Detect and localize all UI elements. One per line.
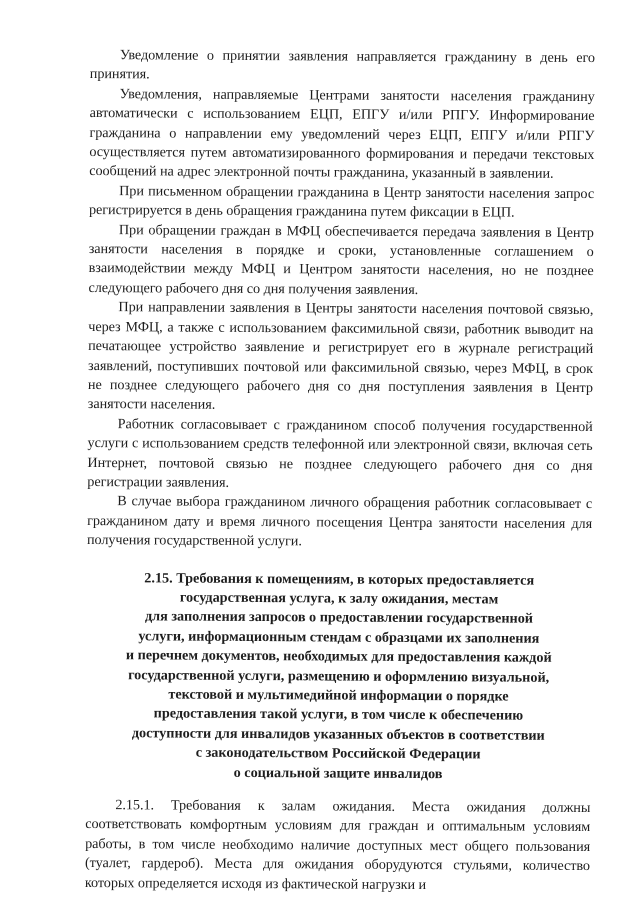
paragraph-waiting-rooms: 2.15.1. Требования к залам ожидания. Места ожидания должны соответствовать комфортным условиям для граждан и оптимальным условиям работы, в том числе необходимо наличие доступных мест общего пользования (туалет, гардероб). Места для ожидания оборудуются стульями, количество которых определяется исходя из фактической нагрузки и (84, 797, 591, 893)
heading-line: о социальной защите инвалидов (233, 764, 443, 782)
heading-line: текстовой и мультимедийной информации о порядке (168, 686, 509, 705)
heading-line: услуги, информационным стендам с образцами их заполнения (138, 628, 540, 647)
paragraph-postal-fax: При направлении заявления в Центры занятости населения почтовой связью, через МФЦ, а также с использованием факсимильной связи, работник выводит на печатающее устройство заявление и регистрирует его в журнале регистраций заявлений, поступивших почтовой или факсимильной связью, через МФЦ, в срок не позднее следующего рабочего дня со дня поступления заявления в Центр занятости населения. (87, 299, 594, 414)
paragraph-personal-visit: В случае выбора гражданином личного обращения работник согласовывает с гражданином дату и время личного посещения Центра занятости населения для получения государственной услуги. (86, 493, 593, 550)
section-heading-2-15 (94, 569, 584, 785)
paragraph-written-request: При письменном обращении гражданина в Центр занятости населения запрос регистрируется в день обращения гражданина путем фиксации в ЕЦП. (88, 183, 595, 221)
paragraph-notification-acceptance: Уведомление о принятии заявления направляется гражданину в день его принятия. (89, 47, 595, 83)
heading-line: доступности для инвалидов указанных объектов в соответствии (131, 725, 545, 744)
heading-line: государственная услуга, к залу ожидания, местам (179, 589, 499, 608)
paragraph-mfc-request: При обращении граждан в МФЦ обеспечивается передача заявления в Центр занятости населения в порядке и сроки, установленные соглашением о взаимодействии между МФЦ и Центром занятости населения, но не позднее следующего рабочего дня со дня получения заявления. (88, 221, 594, 298)
heading-line: предоставления такой услуги, в том числе к обеспечению (153, 705, 524, 725)
paragraph-delivery-method: Работник согласовывает с гражданином способ получения государственной услуги с использованием средств телефонной или электронной связи, включая сеть Интернет, почтовой связью не позднее следующего рабочего дня со дня регистрации заявления. (87, 415, 593, 491)
paragraph-notifications-automatic: Уведомления, направляемые Центрами занятости населения гражданину автоматически с использованием ЕЦП, ЕПГУ и/или РПГУ. Информирование гражданина о направлении ему уведомлений через ЕЦП, ЕПГУ и/или РПГУ осуществляется путем автоматизированного формирования и передачи текстовых сообщений на адрес электронной почты гражданина, указанный в заявлении. (89, 85, 595, 183)
heading-line: для заполнения запросов о предоставлении государственной (144, 608, 534, 628)
heading-line: и перечнем документов, необходимых для предоставления каждой (125, 647, 552, 667)
heading-line: государственной услуги, размещению и оформлению визуальной, (128, 666, 550, 686)
heading-line: с законодательством Российской Федерации (195, 744, 481, 763)
heading-line: 2.15. Требования к помещениям, в которых предоставляется (144, 569, 535, 589)
document-page (85, 46, 595, 896)
